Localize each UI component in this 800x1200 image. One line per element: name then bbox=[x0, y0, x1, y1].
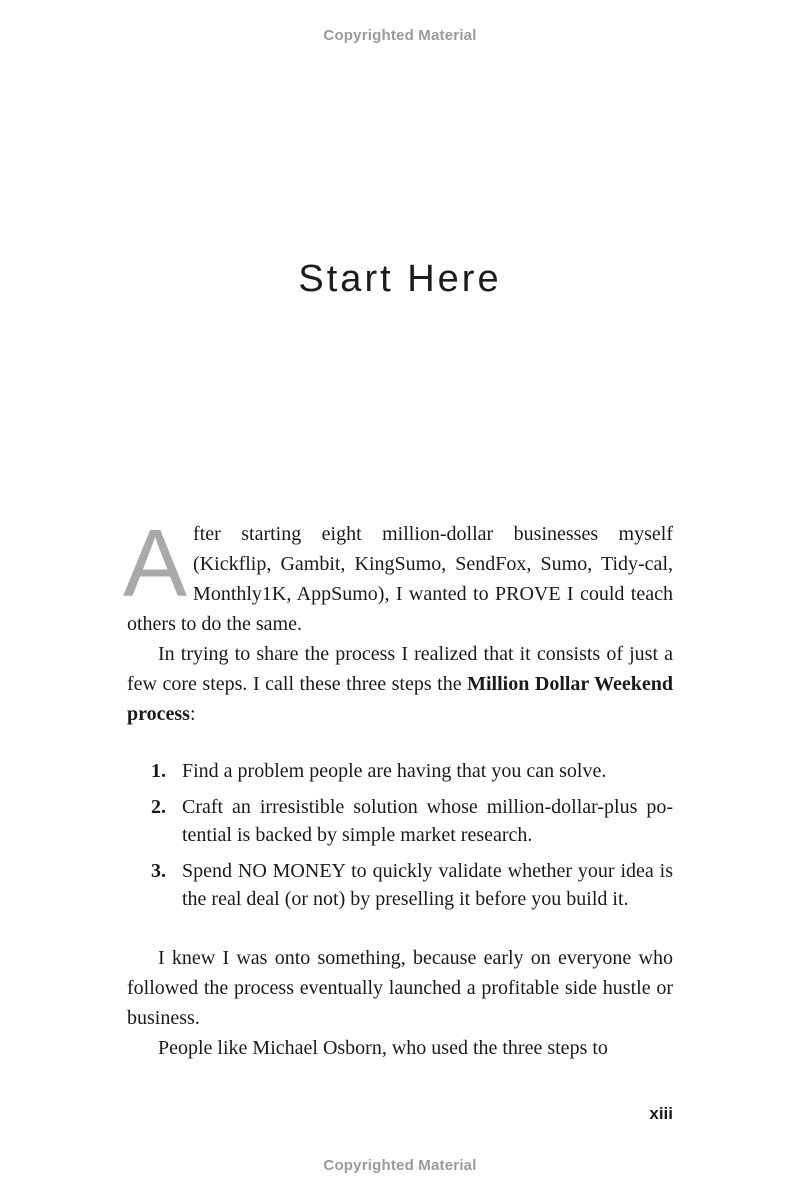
intro-section bbox=[123, 510, 674, 729]
continuation-paragraph-1: I knew I was onto something, because early on everyone who followed the process eventually launched a profitable side hustle or business. bbox=[127, 947, 673, 1029]
intro-paragraph-2-end: : bbox=[189, 703, 196, 725]
continuation-paragraph-2: People like Michael Osborn, who used the three steps to bbox=[158, 1037, 608, 1059]
continuation-section bbox=[127, 943, 673, 1063]
intro-paragraph-1 bbox=[123, 510, 673, 639]
copyright-watermark-bottom: Copyrighted Material bbox=[323, 1157, 477, 1174]
step-text: Find a problem people are having that you can solve. bbox=[182, 760, 607, 782]
step-item bbox=[127, 857, 673, 913]
chapter-title: Start Here bbox=[298, 258, 502, 300]
step-item bbox=[127, 793, 673, 849]
drop-cap: A bbox=[123, 510, 188, 617]
process-name-bold: Million Dollar Weekend process bbox=[127, 673, 674, 725]
intro-paragraph-2 bbox=[127, 639, 673, 729]
step-text: Spend NO MONEY to quickly validate whether your idea is the real deal (or not) by preselling it before you build it. bbox=[182, 860, 673, 910]
step-text: Craft an irresistible solution whose million-dollar-plus po-tential is backed by simple market research. bbox=[182, 796, 673, 846]
intro-paragraph-2-text: In trying to share the process I realized that it consists of just a few core steps. I call these three steps the bbox=[127, 643, 673, 695]
step-number: 3. bbox=[151, 860, 166, 882]
step-number: 1. bbox=[151, 760, 166, 782]
steps-list bbox=[127, 757, 673, 921]
step-item bbox=[127, 757, 673, 785]
step-number: 2. bbox=[151, 796, 166, 818]
copyright-watermark-top: Copyrighted Material bbox=[323, 27, 477, 44]
intro-paragraph-1-text: fter starting eight million-dollar businesses myself (Kickflip, Gambit, KingSumo, SendFox, Sumo, Tidy-cal, Monthly1K, AppSumo), I wanted to PROVE I could teach others to do the same. bbox=[127, 523, 673, 635]
page-number: xiii bbox=[649, 1104, 673, 1123]
